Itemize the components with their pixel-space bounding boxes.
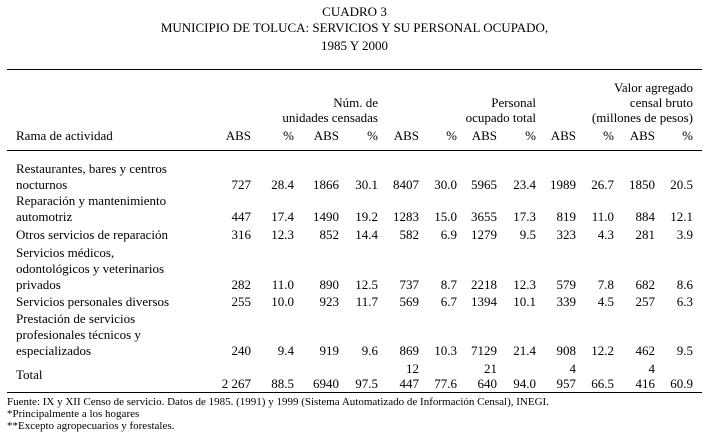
- total-cell-pct: 88.5: [271, 376, 294, 391]
- cell-pct: 12.3: [513, 277, 536, 292]
- cell-abs: 682: [635, 277, 655, 292]
- cell-pct: 6.7: [440, 294, 457, 309]
- cell-pct: 9.5: [519, 227, 536, 242]
- total-label: Total: [16, 367, 43, 382]
- cell-abs: 281: [635, 227, 655, 242]
- bottom-rule: [7, 392, 702, 393]
- cell-abs: 323: [556, 227, 576, 242]
- cell-pct: 17.4: [271, 209, 294, 224]
- total-cell-abs: 416: [635, 376, 655, 391]
- row-label: odontológicos y veterinarios: [16, 261, 165, 276]
- cell-pct: 11.0: [271, 277, 294, 292]
- column-header-pct: %: [525, 128, 536, 143]
- cell-pct: 7.8: [597, 277, 614, 292]
- cell-abs: 1989: [550, 177, 576, 192]
- cell-pct: 17.3: [513, 209, 536, 224]
- column-header-pct: %: [283, 128, 294, 143]
- cell-pct: 6.3: [676, 294, 693, 309]
- cell-abs: 1490: [313, 209, 339, 224]
- column-header-abs: ABS: [313, 128, 339, 143]
- cell-abs: 1850: [629, 177, 655, 192]
- cell-abs: 257: [635, 294, 655, 309]
- cell-abs: 447: [231, 209, 251, 224]
- column-header-pct: %: [682, 128, 693, 143]
- cell-pct: 21.4: [513, 343, 536, 358]
- top-rule: [7, 69, 702, 70]
- cell-pct: 12.2: [591, 343, 614, 358]
- cell-pct: 12.3: [271, 227, 294, 242]
- total-cell-abs: 447: [399, 376, 419, 391]
- row-label: automotriz: [16, 209, 73, 224]
- total-cell-upper: 12: [406, 361, 419, 376]
- cell-pct: 30.0: [434, 177, 457, 192]
- cell-pct: 11.0: [591, 209, 614, 224]
- source-note: Fuente: IX y XII Censo de servicio. Datos de 1985. (1991) y 1999 (Sistema Automatizado de Información Censal), INEGI.: [7, 396, 549, 408]
- total-cell-pct: 94.0: [513, 376, 536, 391]
- cell-abs: 819: [556, 209, 576, 224]
- group-header-unidades-line1: Núm. de: [333, 95, 378, 110]
- cell-pct: 11.7: [355, 294, 378, 309]
- column-header-abs: ABS: [225, 128, 251, 143]
- cell-pct: 19.2: [355, 209, 378, 224]
- cell-abs: 890: [319, 277, 339, 292]
- total-cell-abs: 640: [477, 376, 497, 391]
- cell-abs: 5965: [471, 177, 497, 192]
- cell-abs: 1866: [313, 177, 339, 192]
- cell-abs: 884: [635, 209, 655, 224]
- row-label: Servicios personales diversos: [16, 294, 170, 309]
- cell-abs: 1279: [471, 227, 497, 242]
- cell-pct: 9.4: [277, 343, 294, 358]
- total-cell-upper: 4: [569, 361, 576, 376]
- total-cell-abs: 2 267: [221, 376, 251, 391]
- group-header-valor-line2: censal bruto: [629, 95, 693, 110]
- cell-abs: 569: [399, 294, 419, 309]
- cell-abs: 462: [635, 343, 655, 358]
- total-cell-pct: 66.5: [591, 376, 614, 391]
- total-cell-pct: 77.6: [434, 376, 457, 391]
- cell-abs: 1394: [471, 294, 497, 309]
- cell-abs: 869: [399, 343, 419, 358]
- header-rule: [7, 150, 702, 151]
- cell-abs: 255: [231, 294, 251, 309]
- row-label: Prestación de servicios: [16, 311, 136, 326]
- cell-abs: 7129: [471, 343, 497, 358]
- cell-pct: 8.6: [676, 277, 693, 292]
- group-header-valor-line3: (millones de pesos): [591, 110, 693, 125]
- cell-abs: 316: [231, 227, 251, 242]
- column-header-abs: ABS: [550, 128, 576, 143]
- cell-pct: 14.4: [355, 227, 378, 242]
- cell-abs: 1283: [393, 209, 419, 224]
- row-label: Servicios médicos,: [16, 245, 115, 260]
- cell-pct: 10.1: [513, 294, 536, 309]
- cell-pct: 9.5: [676, 343, 693, 358]
- total-cell-abs: 957: [556, 376, 576, 391]
- row-label: profesionales técnicos y: [16, 327, 141, 342]
- cell-pct: 23.4: [513, 177, 536, 192]
- cell-abs: 240: [231, 343, 251, 358]
- total-cell-pct: 97.5: [355, 376, 378, 391]
- cell-pct: 4.5: [597, 294, 614, 309]
- column-header-pct: %: [446, 128, 457, 143]
- cell-abs: 852: [319, 227, 339, 242]
- cell-pct: 6.9: [440, 227, 457, 242]
- total-cell-upper: 4: [648, 361, 655, 376]
- group-header-personal-line1: Personal: [491, 95, 536, 110]
- cell-abs: 8407: [393, 177, 419, 192]
- cell-pct: 4.3: [597, 227, 614, 242]
- cell-pct: 15.0: [434, 209, 457, 224]
- column-header-abs: ABS: [629, 128, 655, 143]
- row-label: privados: [16, 277, 61, 292]
- footnote-hogares: *Principalmente a los hogares: [7, 408, 140, 420]
- group-header-unidades-line2: unidades censadas: [282, 110, 378, 125]
- row-label: Reparación y mantenimiento: [16, 193, 167, 208]
- cell-pct: 8.7: [440, 277, 457, 292]
- cell-abs: 923: [319, 294, 339, 309]
- column-header-abs: ABS: [393, 128, 419, 143]
- total-cell-pct: 60.9: [670, 376, 693, 391]
- cell-pct: 30.1: [355, 177, 378, 192]
- column-header-abs: ABS: [471, 128, 497, 143]
- row-label: Restaurantes, bares y centros: [16, 161, 167, 176]
- cell-abs: 579: [556, 277, 576, 292]
- cell-abs: 3655: [471, 209, 497, 224]
- cell-abs: 582: [399, 227, 419, 242]
- cell-pct: 12.1: [670, 209, 693, 224]
- cell-abs: 2218: [471, 277, 497, 292]
- cell-pct: 3.9: [676, 227, 693, 242]
- table-years: 1985 Y 2000: [321, 38, 388, 53]
- cell-abs: 339: [556, 294, 576, 309]
- total-cell-upper: 21: [484, 361, 497, 376]
- cell-abs: 737: [399, 277, 419, 292]
- total-cell-abs: 6940: [313, 376, 339, 391]
- group-header-valor-line1: Valor agregado: [613, 80, 693, 95]
- row-label: nocturnos: [16, 177, 68, 192]
- cell-abs: 727: [231, 177, 251, 192]
- cell-abs: 908: [556, 343, 576, 358]
- column-header-pct: %: [603, 128, 614, 143]
- column-header-pct: %: [367, 128, 378, 143]
- column-header-rama: Rama de actividad: [16, 128, 113, 143]
- cell-pct: 28.4: [271, 177, 294, 192]
- cell-pct: 26.7: [591, 177, 614, 192]
- table-number: CUADRO 3: [322, 4, 387, 19]
- footnote-agropecuarios: **Excepto agropecuarios y forestales.: [7, 420, 175, 432]
- cell-pct: 10.0: [271, 294, 294, 309]
- cell-pct: 9.6: [361, 343, 378, 358]
- cell-pct: 20.5: [670, 177, 693, 192]
- cell-abs: 282: [231, 277, 251, 292]
- row-label: especializados: [16, 343, 92, 358]
- row-label: Otros servicios de reparación: [16, 227, 168, 242]
- cell-pct: 10.3: [434, 343, 457, 358]
- group-header-personal-line2: ocupado total: [465, 110, 536, 125]
- table-title: MUNICIPIO DE TOLUCA: SERVICIOS Y SU PERSONAL OCUPADO,: [160, 20, 549, 35]
- cell-pct: 12.5: [355, 277, 378, 292]
- cell-abs: 919: [319, 343, 339, 358]
